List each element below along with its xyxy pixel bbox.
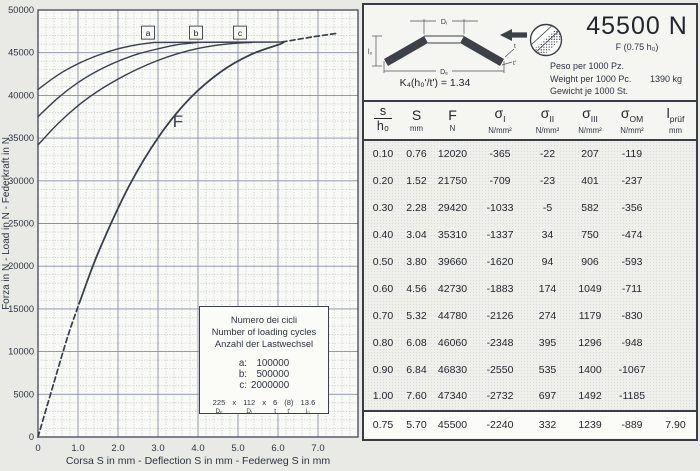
table-cell: 2.28 xyxy=(406,202,427,215)
y-tick-label: 0 xyxy=(28,432,34,442)
legend-title-en: Number of loading cycles xyxy=(211,327,317,338)
table-cell: 7.90 xyxy=(665,418,686,431)
curve-label-F: F xyxy=(172,111,184,131)
table-cell: -2126 xyxy=(486,309,514,322)
table-cell: 0.75 xyxy=(372,418,394,431)
table-row xyxy=(364,195,696,222)
table-cell: 0.60 xyxy=(372,282,394,295)
table-cell: 332 xyxy=(538,418,557,431)
table-cell: -1337 xyxy=(486,229,514,242)
y-tick-label: 40000 xyxy=(8,90,34,101)
column-header: $\sigma_{II}$ N/mm² xyxy=(535,105,560,135)
table-cell: 0.40 xyxy=(372,229,394,242)
table-cell: 47340 xyxy=(437,390,468,403)
table-cell: -709 xyxy=(489,175,511,188)
x-tick-label: 5.0 xyxy=(231,443,245,454)
y-tick-label: 20000 xyxy=(8,261,34,272)
table-cell: -1883 xyxy=(486,282,514,295)
table-cell: -365 xyxy=(489,148,511,161)
spring-dimensions-line xyxy=(213,399,316,414)
table-cell: -2550 xyxy=(486,363,514,376)
table-cell: -830 xyxy=(621,309,643,322)
table-cell: 34 xyxy=(541,229,554,242)
table-cell: 46060 xyxy=(437,336,468,349)
weight-info xyxy=(550,60,698,98)
dimension-item: x xyxy=(232,398,237,408)
x-axis-title: Corsa S in mm - Deflection S in mm - Federweg S in mm xyxy=(65,455,331,467)
column-header: F N xyxy=(448,107,457,134)
table-row xyxy=(364,302,696,329)
x-tick-label: 3.0 xyxy=(151,443,165,454)
table-row xyxy=(364,356,696,383)
dimension-item: 13.6 l₀ xyxy=(300,398,316,415)
table-cell: 0.30 xyxy=(372,202,394,215)
loading-cycles-legend xyxy=(199,306,329,414)
column-header: $\frac{s}{\text{h₀}}$ xyxy=(374,105,392,136)
table-cell: 750 xyxy=(581,229,599,242)
table-cell: 3.04 xyxy=(406,229,427,242)
legend-entry-value: 2000000 xyxy=(251,380,290,392)
table-row xyxy=(364,383,696,410)
spring-cross-section-diagram xyxy=(366,7,576,77)
section-detail-circle-icon xyxy=(531,22,566,58)
weight-value: 1390 kg xyxy=(650,74,683,84)
table-cell: -711 xyxy=(621,282,643,295)
table-cell: 45500 xyxy=(437,418,468,431)
table-cell: 1.00 xyxy=(372,390,394,403)
x-tick-label: 4.0 xyxy=(191,443,205,454)
direction-arrow-icon xyxy=(500,29,527,41)
label-thickness: t xyxy=(514,43,516,50)
y-tick-label: 5000 xyxy=(13,389,34,400)
table-cell: 6.84 xyxy=(406,363,427,376)
column-header: $l_{prüf}$ mm xyxy=(666,105,685,135)
table-cell: 29420 xyxy=(437,202,468,215)
legend-entry-key: c: xyxy=(239,380,248,392)
table-row xyxy=(364,168,696,195)
y-tick-label: 10000 xyxy=(8,346,34,357)
y-tick-label: 30000 xyxy=(8,175,34,186)
table-cell: -889 xyxy=(621,418,643,431)
spring-section-right xyxy=(460,36,504,66)
table-cell: 42730 xyxy=(437,282,468,295)
table-cell: 401 xyxy=(581,175,599,188)
y-tick-label: 25000 xyxy=(8,218,34,229)
curve-label-b: b xyxy=(193,27,199,38)
table-cell: 12020 xyxy=(437,148,468,161)
table-cell: -1185 xyxy=(618,390,646,403)
table-header xyxy=(364,102,696,141)
table-cell: 21750 xyxy=(437,175,468,188)
table-row xyxy=(364,222,696,249)
legend-entry-value: 100000 xyxy=(256,358,290,370)
table-cell: -593 xyxy=(621,256,643,268)
table-cell: -237 xyxy=(621,175,643,188)
table-cell: 46830 xyxy=(437,363,468,376)
rated-force-value: 45500 N xyxy=(586,12,688,40)
table-cell: -1620 xyxy=(486,256,514,268)
curve-label-c: c xyxy=(237,27,243,38)
table-cell: 1492 xyxy=(578,390,602,403)
y-tick-label: 45000 xyxy=(8,47,34,58)
column-header: $\sigma_I$ N/mm² xyxy=(488,105,512,135)
weight-label-en: Weight per 1000 Pc. xyxy=(550,73,632,84)
table-cell: 1400 xyxy=(578,363,602,376)
x-tick-label: 0 xyxy=(35,443,41,454)
table-cell: 906 xyxy=(581,256,599,268)
y-tick-label: 50000 xyxy=(8,5,34,15)
table-cell: 0.90 xyxy=(372,363,394,376)
table-cell: 44780 xyxy=(437,309,468,322)
spring-section-left xyxy=(384,36,428,66)
table-cell: 0.76 xyxy=(406,148,427,161)
table-cell: -22 xyxy=(539,148,556,161)
table-cell: 207 xyxy=(581,148,599,161)
x-tick-label: 2.0 xyxy=(111,443,125,454)
legend-entry-key: b: xyxy=(238,369,248,381)
table-cell: 1049 xyxy=(578,282,602,295)
table-cell: 0.10 xyxy=(372,148,394,161)
table-cell: -2240 xyxy=(486,418,514,431)
table-cell: 697 xyxy=(538,390,557,403)
k-factor-formula: K₄(h₀'/t') = 1.34 xyxy=(399,77,471,89)
table-cell: -356 xyxy=(621,202,643,215)
table-cell: 174 xyxy=(538,282,557,295)
table-cell: 1.52 xyxy=(406,175,427,188)
table-cell: 535 xyxy=(538,363,557,376)
table-cell: 5.70 xyxy=(406,418,427,431)
weight-label-de: Gewicht je 1000 St. xyxy=(550,86,629,97)
table-cell: 274 xyxy=(538,309,557,322)
legend-entry-key: a: xyxy=(238,358,248,370)
table-cell: 1179 xyxy=(578,309,602,322)
legend-entries xyxy=(239,358,289,391)
table-cell: -948 xyxy=(621,336,643,349)
table-cell: 0.80 xyxy=(372,336,394,349)
label-inner-diameter: Dᵢ xyxy=(440,19,448,26)
dimension-item: 112 Dᵢ xyxy=(243,398,256,415)
spring-data-panel xyxy=(362,3,698,441)
table-cell: -474 xyxy=(621,229,643,242)
legend-entry-value: 500000 xyxy=(256,369,290,381)
curve-label-a: a xyxy=(145,27,151,38)
table-cell: -2732 xyxy=(486,390,514,403)
table-cell: 0.50 xyxy=(372,256,394,268)
table-cell: -1067 xyxy=(618,363,646,376)
y-tick-label: 15000 xyxy=(8,303,34,314)
table-cell: 6.08 xyxy=(406,336,427,349)
table-cell: 1239 xyxy=(578,418,602,431)
label-free-height: l₀ xyxy=(368,49,373,56)
table-row xyxy=(364,141,696,168)
table-cell: -2348 xyxy=(486,336,514,349)
table-cell: 4.56 xyxy=(406,282,427,295)
table-cell: -5 xyxy=(542,202,553,215)
label-outer-diameter: Dₑ xyxy=(440,69,448,76)
table-row xyxy=(364,275,696,302)
table-cell: 395 xyxy=(538,336,557,349)
column-header: $\sigma_{III}$ N/mm² xyxy=(578,105,602,135)
table-footer-row xyxy=(364,410,696,438)
table-cell: -23 xyxy=(539,175,556,188)
rated-force-note: F (0.75 h₀) xyxy=(615,42,659,52)
column-header: S mm xyxy=(410,107,423,134)
x-tick-label: 6.0 xyxy=(271,443,285,454)
panel-header xyxy=(364,5,696,102)
column-header: $\sigma_{OM}$ N/mm² xyxy=(620,105,644,135)
dimension-item: 6 t xyxy=(273,398,278,415)
x-tick-label: 1.0 xyxy=(71,443,85,454)
table-cell: 0.20 xyxy=(372,175,394,188)
dimension-item: 225 Dₑ xyxy=(212,398,226,415)
table-cell: -1033 xyxy=(486,202,514,215)
table-cell: 3.80 xyxy=(406,256,427,268)
table-cell: 1296 xyxy=(578,336,602,349)
dimension-item: x xyxy=(262,398,267,408)
table-cell: 94 xyxy=(541,256,554,268)
table-body xyxy=(364,141,696,410)
table-cell: 7.60 xyxy=(406,390,427,403)
table-cell: -119 xyxy=(621,148,643,161)
legend-title-de: Anzahl der Lastwechsel xyxy=(214,339,314,350)
table-cell: 582 xyxy=(581,202,599,215)
table-row xyxy=(364,249,696,276)
table-cell: 0.70 xyxy=(372,309,394,322)
table-cell: 35310 xyxy=(437,229,468,242)
y-tick-label: 35000 xyxy=(8,133,34,144)
table-row xyxy=(364,329,696,356)
table-cell: 5.32 xyxy=(406,309,427,322)
weight-label-it: Peso per 1000 Pz. xyxy=(550,61,625,71)
legend-title-it: Numero dei cicli xyxy=(230,315,298,325)
table-cell: 39660 xyxy=(437,256,468,268)
y-axis-title: Forza in N - Load in N - Federkraft in N xyxy=(1,137,12,310)
dimension-item: (8) t' xyxy=(284,398,294,415)
x-tick-label: 7.0 xyxy=(311,443,325,454)
label-reduced-thickness: t' xyxy=(513,60,517,67)
